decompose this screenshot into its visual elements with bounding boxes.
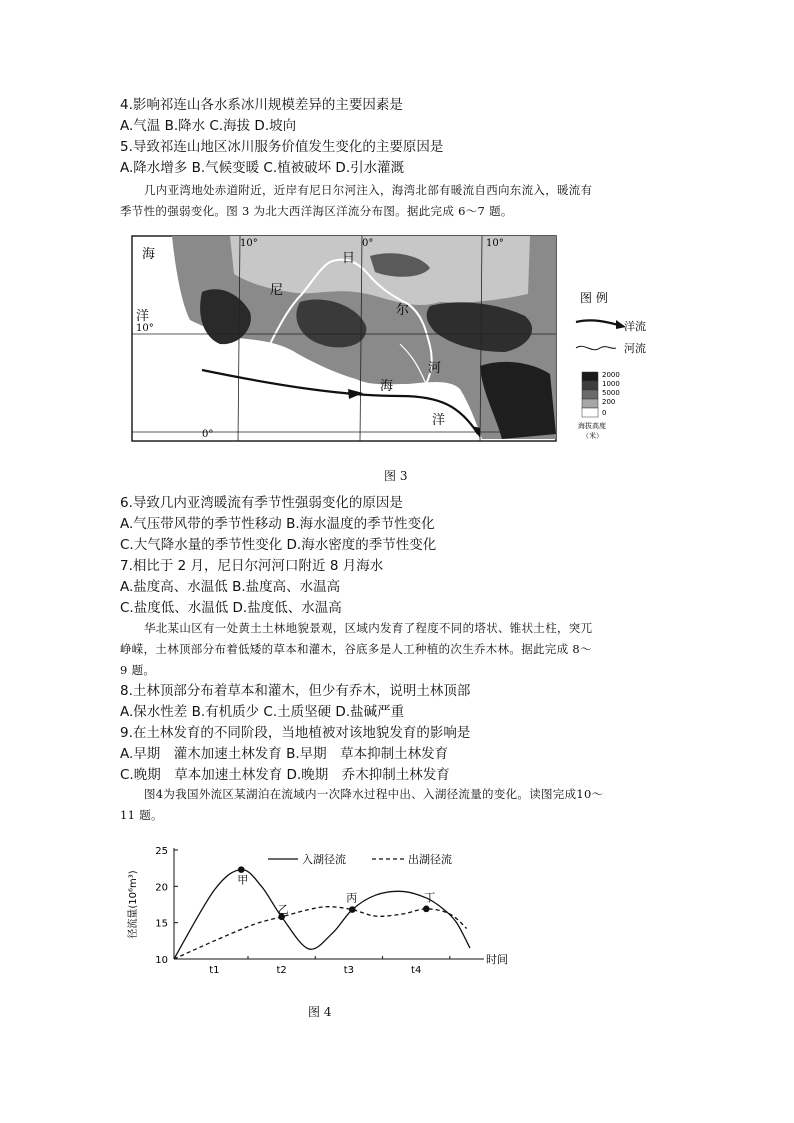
x-tick-label: t2 xyxy=(276,965,287,976)
intro-8-9 xyxy=(120,618,680,681)
legend-outflow-label: 出湖径流 xyxy=(408,853,452,866)
intro-6-7-line2: 季节性的强弱变化。图 3 为北大西洋海区洋流分布图。据此完成 6～7 题。 xyxy=(120,204,513,218)
y-tick-label: 25 xyxy=(155,846,168,857)
lon-label-10e: 10° xyxy=(486,238,504,249)
q9-stem: 9.在土林发育的不同阶段，当地植被对该地貌发育的影响是 xyxy=(120,725,471,741)
figure-3-caption: 图 3 xyxy=(384,469,408,483)
legend-river-symbol xyxy=(576,346,616,349)
y-tick-label: 10 xyxy=(155,955,168,966)
intro-8-9-line2: 峥嵘，土林顶部分布着低矮的草本和灌木，谷底多是人工种植的次生乔木林。据此完成 8～ xyxy=(120,642,592,656)
q9-options-2: C.晚期 草本加速土林发育 D.晚期 乔木抑制土林发育 xyxy=(120,767,450,783)
q6-stem: 6.导致几内亚湾暖流有季节性强弱变化的原因是 xyxy=(120,495,403,511)
elev-label-1: 2000 xyxy=(602,371,620,379)
q7-stem: 7.相比于 2 月，尼日尔河河口附近 8 月海水 xyxy=(120,558,384,574)
q4-stem: 4.影响祁连山各水系冰川规模差异的主要因素是 xyxy=(120,97,403,113)
q4-options: A.气温 B.降水 C.海拔 D.坡向 xyxy=(120,118,297,134)
legend-river-label: 河流 xyxy=(624,342,646,355)
point-marker xyxy=(423,906,430,913)
intro-8-9-line3: 9 题。 xyxy=(120,663,156,677)
figure-4-chart xyxy=(118,842,518,980)
legend-current-label: 洋流 xyxy=(624,320,646,333)
legend-elevation-scale xyxy=(578,371,620,440)
q5-options: A.降水增多 B.气候变暖 C.植被破坏 D.引水灌溉 xyxy=(120,160,405,176)
elev-swatch-2 xyxy=(582,381,598,390)
lat-label-0: 0° xyxy=(202,429,214,440)
intro-10-11-line2: 11 题。 xyxy=(120,808,163,822)
elev-caption-2: （米） xyxy=(582,432,603,440)
sea-label-1: 海 xyxy=(380,379,394,394)
elev-swatch-3 xyxy=(582,390,598,399)
figure-3-map xyxy=(130,234,660,449)
q8-stem: 8.土林顶部分布着草本和灌木，但少有乔木，说明土林顶部 xyxy=(120,683,471,699)
elev-label-3: 5000 xyxy=(602,389,620,397)
y-axis-label: 径流量(10⁶m³) xyxy=(128,870,139,939)
q7-options-2: C.盐度低、水温低 D.盐度低、水温高 xyxy=(120,600,342,616)
river-char-2: 日 xyxy=(342,251,356,266)
x-tick-label: t3 xyxy=(343,965,355,976)
legend-title: 图 例 xyxy=(580,291,608,305)
intro-10-11 xyxy=(120,784,680,826)
elev-swatch-4 xyxy=(582,399,598,408)
elev-swatch-5 xyxy=(582,408,598,417)
elev-label-2: 1000 xyxy=(602,380,620,388)
lon-label-0: 0° xyxy=(362,238,374,249)
q9-options-1: A.早期 灌木加速土林发育 B.早期 草本抑制土林发育 xyxy=(120,746,449,762)
lat-label-10n: 10° xyxy=(136,323,154,334)
point-marker xyxy=(349,906,356,913)
q8-options: A.保水性差 B.有机质少 C.土质坚硬 D.盐碱严重 xyxy=(120,704,405,720)
river-char-1: 尼 xyxy=(270,283,284,298)
intro-10-11-line1: 图4为我国外流区某湖泊在流域内一次降水过程中出、入湖径流量的变化。读图完成10～ xyxy=(144,787,604,801)
q7-options-1: A.盐度高、水温低 B.盐度高、水温高 xyxy=(120,579,341,595)
legend-inflow-label: 入湖径流 xyxy=(302,853,346,866)
legend-current-symbol xyxy=(576,320,622,326)
q6-options-2: C.大气降水量的季节性变化 D.海水密度的季节性变化 xyxy=(120,537,437,553)
point-label: 乙 xyxy=(277,902,289,916)
series-outflow-line xyxy=(174,907,467,959)
intro-8-9-line1: 华北某山区有一处黄土土林地貌景观，区域内发育了程度不同的塔状、锥状土柱，突兀 xyxy=(144,621,593,635)
elev-swatch-1 xyxy=(582,372,598,381)
y-tick-label: 15 xyxy=(155,918,168,930)
elev-label-4: 200 xyxy=(602,398,616,406)
x-tick-label: t4 xyxy=(411,965,422,976)
series-inflow-line xyxy=(174,870,470,959)
elev-label-5: 0 xyxy=(602,409,607,417)
river-char-4: 河 xyxy=(428,361,442,376)
q6-options-1: A.气压带风带的季节性移动 B.海水温度的季节性变化 xyxy=(120,516,435,532)
sea-label-2: 洋 xyxy=(432,413,446,428)
point-label: 丁 xyxy=(424,890,436,904)
y-tick-label: 20 xyxy=(155,882,168,894)
point-label: 甲 xyxy=(237,873,249,887)
ocean-label-2: 洋 xyxy=(136,309,150,324)
point-marker xyxy=(238,866,245,873)
point-label: 丙 xyxy=(346,891,358,905)
elev-caption-1: 海拔高度 xyxy=(578,422,606,430)
lon-label-10w: 10° xyxy=(240,238,258,249)
river-char-3: 尔 xyxy=(396,303,410,318)
figure-4-caption: 图 4 xyxy=(308,1005,332,1019)
ocean-label-1: 海 xyxy=(142,247,156,262)
intro-6-7-line1: 几内亚湾地处赤道附近，近岸有尼日尔河注入，海湾北部有暖流自西向东流入，暖流有 xyxy=(144,183,593,197)
q5-stem: 5.导致祁连山地区冰川服务价值发生变化的主要原因是 xyxy=(120,139,444,155)
x-tick-label: t1 xyxy=(209,965,220,976)
intro-6-7 xyxy=(120,180,680,222)
x-axis-label: 时间 xyxy=(486,953,508,966)
